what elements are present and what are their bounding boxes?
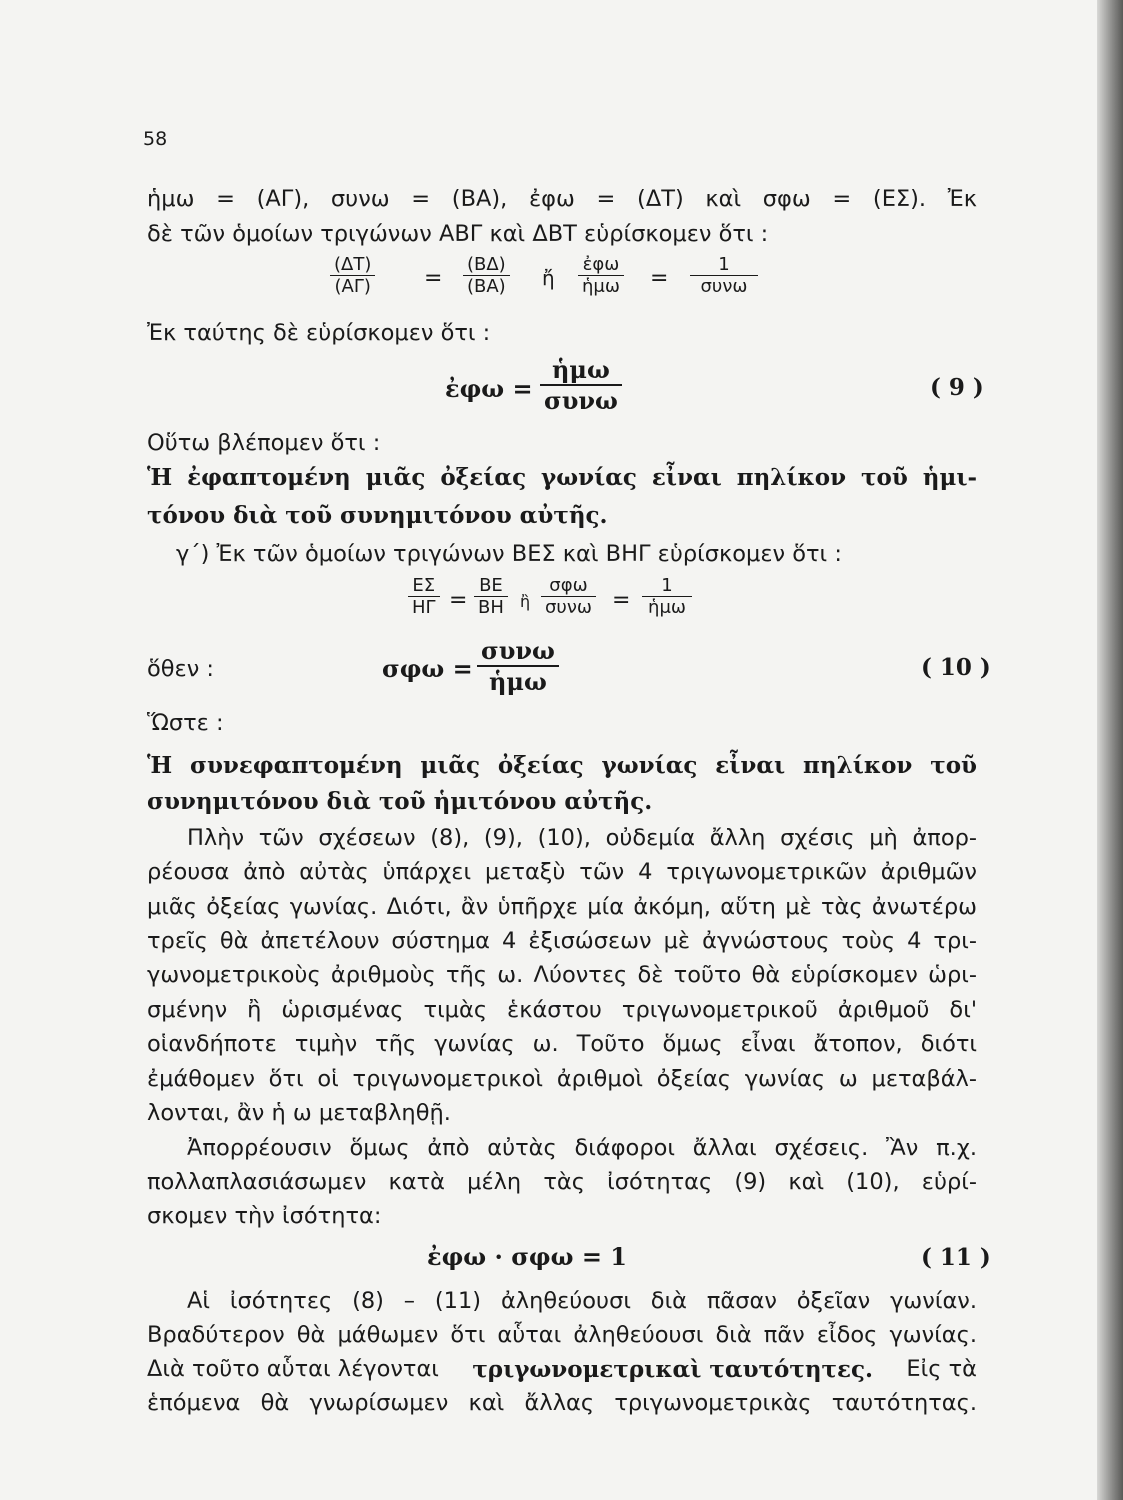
text-line-21: Ἀπορρέουσιν ὅμως ἀπὸ αὐτὰς διάφοροι ἄλλαι σχέσεις. Ἂν π.χ. — [187, 1135, 977, 1161]
text-line-26: Διὰ τοῦτο αὗται λέγονται τριγωνομετρικαὶ ταυτότητες. Εἰς τὰ — [147, 1356, 977, 1383]
fraction-bd-ba: $\frac{(B\Delta)}{(BA)}$ — [463, 254, 510, 297]
text-line-4: Οὕτω βλέπομεν ὅτι : — [147, 430, 381, 456]
equation-label-10: ( 10 ) — [921, 654, 991, 681]
page-number: 58 — [143, 128, 168, 150]
fraction-es-hg: $\frac{E\Sigma}{H\Gamma}$ — [408, 575, 440, 618]
text-line-20: λονται, ἂν ἡ ω μεταβληθῇ. — [147, 1100, 451, 1126]
text-line-12: Πλὴν τῶν σχέσεων (8), (9), (10), οὐδεμία ἄλλη σχέσις μὴ ἀπορ- — [187, 825, 977, 851]
fraction-1-cos: 1 συνω — [690, 254, 758, 297]
text-line-27: ἑπόμενα θὰ γνωρίσωμεν καὶ ἄλλας τριγωνομετρικὰς ταυτότητας. — [147, 1390, 977, 1416]
fraction-tan-sin: ἐφω ἡμω — [578, 254, 624, 297]
text-line-5: Ἡ ἐφαπτομένη μιᾶς ὀξείας γωνίας εἶναι πηλίκον τοῦ ἡμι- — [147, 464, 977, 491]
fraction-cot-cos: σφω συνω — [541, 575, 596, 618]
text-line-25: Βραδύτερον θὰ μάθωμεν ὅτι αὗται ἀληθεύουσι διὰ πᾶν εἶδος γωνίας. — [147, 1322, 977, 1348]
fraction-dt-ag: $\frac{(\Delta T)}{(A\Gamma)}$ — [330, 254, 375, 297]
text-line-6: τόνου διὰ τοῦ συνημιτόνου αὐτῆς. — [147, 502, 608, 529]
text-line-1: ἡμω = (ΑΓ), συνω = (ΒΑ), ἐφω = (ΔΤ) καὶ σφω = (ΕΣ). Ἐκ — [147, 186, 977, 212]
text-line-8: ὅθεν : — [147, 656, 214, 682]
text-line-19: ἐμάθομεν ὅτι οἱ τριγωνομετρικοὶ ἀριθμοὶ ὀξείας γωνίας ω μεταβάλ- — [147, 1066, 977, 1092]
text-line-7: γ΄) Ἐκ τῶν ὁμοίων τριγώνων ΒΕΣ καὶ ΒΗΓ εὑρίσκομεν ὅτι : — [176, 541, 842, 567]
text-line-10: Ἡ συνεφαπτομένη μιᾶς ὀξείας γωνίας εἶναι πηλίκον τοῦ — [147, 752, 977, 779]
text-line-22: πολλαπλασιάσωμεν κατὰ μέλη τὰς ἰσότητας (9) καὶ (10), εὑρί- — [147, 1169, 977, 1195]
fraction-cos-sin: συνω ἡμω — [477, 636, 559, 696]
text-line-9: Ὥστε : — [147, 710, 224, 736]
text-line-17: σμένην ἢ ὡρισμένας τιμὰς ἑκάστου τριγωνομετρικοῦ ἀριθμοῦ δι' — [147, 997, 977, 1023]
text-line-3: Ἐκ ταύτης δὲ εὑρίσκομεν ὅτι : — [147, 320, 491, 346]
fraction-be-bh: $\frac{BE}{BH}$ — [474, 575, 508, 618]
fraction-sin-cos: ἡμω συνω — [540, 355, 622, 415]
equation-label-9: ( 9 ) — [930, 374, 984, 401]
text-line-16: γωνομετρικοὺς ἀριθμοὺς τῆς ω. Λύοντες δὲ τοῦτο θὰ εὑρίσκομεν ὡρι- — [147, 962, 977, 988]
text-line-15: τρεῖς θὰ ἀπετέλουν σύστημα 4 ἐξισώσεων μὲ ἀγνώστους τοὺς 4 τρι- — [147, 928, 977, 954]
text-line-18: οἱανδήποτε τιμὴν τῆς γωνίας ω. Τοῦτο ὅμως εἶναι ἄτοπον, διότι — [147, 1031, 977, 1057]
page-edge-shadow — [1097, 0, 1123, 1500]
text-line-23: σκομεν τὴν ἰσότητα: — [147, 1203, 382, 1229]
text-line-11: συνημιτόνου διὰ τοῦ ἡμιτόνου αὐτῆς. — [147, 788, 653, 815]
fraction-1-sin: 1 ἡμω — [642, 575, 692, 618]
text-line-13: ρέουσα ἀπὸ αὐτὰς ὑπάρχει μεταξὺ τῶν 4 τριγωνομετρικῶν ἀριθμῶν — [147, 859, 977, 885]
equation-label-11: ( 11 ) — [921, 1244, 991, 1271]
text-line-2: δὲ τῶν ὁμοίων τριγώνων ΑΒΓ καὶ ΔΒΤ εὑρίσκομεν ὅτι : — [147, 221, 769, 247]
text-line-14: μιᾶς ὀξείας γωνίας. Διότι, ἂν ὑπῆρχε μία ἀκόμη, αὕτη μὲ τὰς ἀνωτέρω — [147, 894, 977, 920]
text-line-24: Αἱ ἰσότητες (8) – (11) ἀληθεύουσι διὰ πᾶσαν ὀξεῖαν γωνίαν. — [187, 1288, 977, 1314]
